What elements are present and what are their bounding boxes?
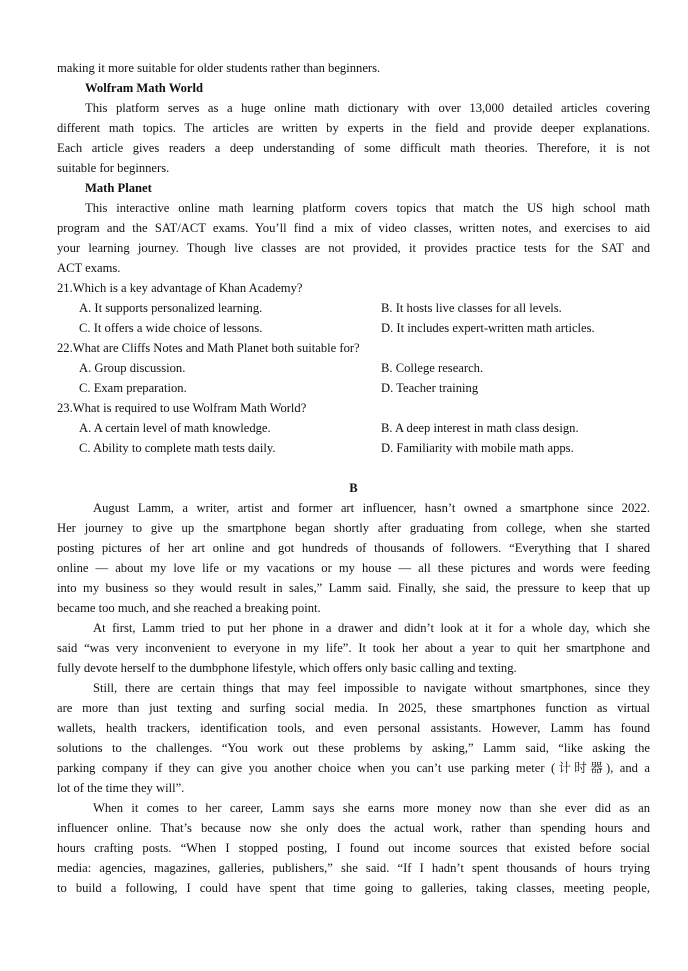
passage-a-continuation: making it more suitable for older students rather than beginners. <box>57 61 381 75</box>
paragraph-line: August Lamm, a writer, artist and former art influencer, hasn’t owned a smartphone since 2022. <box>93 501 650 515</box>
option-b: B. A deep interest in math class design. <box>381 421 579 435</box>
option-d: D. Teacher training <box>381 381 479 395</box>
paragraph-line: Still, there are certain things that may feel impossible to navigate without smartphones, since they <box>93 681 650 695</box>
question-23-stem: 23.What is required to use Wolfram Math World? <box>57 401 307 415</box>
option-a: A. A certain level of math knowledge. <box>79 421 271 435</box>
passage-b-paragraph-4 <box>57 798 650 898</box>
passage-b-paragraph-3 <box>57 678 650 798</box>
paragraph-line: Her journey to give up the smartphone began shortly after graduating from college, when she started <box>57 521 650 535</box>
paragraph-line: At first, Lamm tried to put her phone in a drawer and didn’t look at it for a whole day, which she <box>93 621 650 635</box>
paragraph-line: parking company if they can give you another choice when you can’t use parking meter (计时器), and a <box>57 761 650 775</box>
question-21-stem: 21.Which is a key advantage of Khan Academy? <box>57 281 303 295</box>
paragraph-line: online — about my love life or my vacations or my house — all these pictures and words were feeding <box>57 561 650 575</box>
paragraph-line: This platform serves as a huge online math dictionary with over 13,000 detailed articles covering <box>85 101 650 115</box>
option-d: D. Familiarity with mobile math apps. <box>381 441 574 455</box>
question-22-stem: 22.What are Cliffs Notes and Math Planet both suitable for? <box>57 341 360 355</box>
option-c: C. It offers a wide choice of lessons. <box>79 321 263 335</box>
option-d: D. It includes expert-written math articles. <box>381 321 595 335</box>
question-21-options-row-2 <box>57 318 650 338</box>
option-c: C. Exam preparation. <box>79 381 187 395</box>
paragraph-line: influencer online. That’s because now she only does the actual work, rather than spending hours and <box>57 821 650 835</box>
paragraph-line: lot of the time they will”. <box>57 781 185 795</box>
option-a: A. It supports personalized learning. <box>79 301 263 315</box>
paragraph-line: your learning journey. Though live classes are not provided, it provides practice tests for the SAT and <box>57 241 650 255</box>
paragraph-line: became too much, and she reached a breaking point. <box>57 601 321 615</box>
paragraph-line: suitable for beginners. <box>57 161 170 175</box>
question-22-options-row-2 <box>57 378 650 398</box>
passage-b-paragraph-2 <box>57 618 650 678</box>
question-21-options-row-1 <box>57 298 650 318</box>
paragraph-line: program and the SAT/ACT exams. You’ll find a mix of video classes, written notes, and exercises to aid <box>57 221 650 235</box>
paragraph-line: fully devote herself to the dumbphone lifestyle, which offers only basic calling and texting. <box>57 661 517 675</box>
passage-b-paragraph-1 <box>57 498 650 618</box>
paragraph-line: media: agencies, magazines, galleries, publishers,” she said. “If I hadn’t spent thousands of hours trying <box>57 861 650 875</box>
question-22-options-row-1 <box>57 358 650 378</box>
paragraph-line: This interactive online math learning platform covers topics that match the US high school math <box>85 201 650 215</box>
spacer <box>57 458 650 478</box>
section-heading-math-planet: Math Planet <box>85 181 152 195</box>
question-23-options-row-1 <box>57 418 650 438</box>
passage-b-label: B <box>349 481 358 495</box>
option-b: B. College research. <box>381 361 484 375</box>
paragraph-line: Each article gives readers a deep understanding of some difficult math theories. Therefore, it is not <box>57 141 650 155</box>
paragraph-line: are more than just texting and surfing social media. In 2025, these smartphones function as virtual <box>57 701 650 715</box>
paragraph-line: When it comes to her career, Lamm says she earns more money now than she ever did as an <box>93 801 650 815</box>
option-b: B. It hosts live classes for all levels. <box>381 301 562 315</box>
section-heading-wolfram: Wolfram Math World <box>85 81 204 95</box>
option-c: C. Ability to complete math tests daily. <box>79 441 276 455</box>
paragraph-line: into my business so they would result in sales,” Lamm said. Finally, she said, the pressure to keep that up <box>57 581 650 595</box>
paragraph-line: ACT exams. <box>57 261 121 275</box>
paragraph-line: wallets, health trackers, identification tools, and even personal assistants. However, Lamm has found <box>57 721 650 735</box>
paragraph-line: different math topics. The articles are written by experts in the field and provide deeper explanations. <box>57 121 650 135</box>
paragraph-line: hours crafting posts. “When I stopped posting, I found out income sources that existed before social <box>57 841 650 855</box>
paragraph-line: said “was very inconvenient to everyone in my life”. It took her about a year to quit her smartphone and <box>57 641 650 655</box>
paragraph-line: to build a following, I could have spent that time going to galleries, taking classes, meeting people, <box>57 881 650 895</box>
paragraph-line: solutions to the challenges. “You work out these problems by asking,” Lamm said, “like asking the <box>57 741 650 755</box>
option-a: A. Group discussion. <box>79 361 186 375</box>
question-23-options-row-2 <box>57 438 650 458</box>
paragraph-line: posting pictures of her art online and got hundreds of thousands of followers. “Everything that I shared <box>57 541 650 555</box>
document-page <box>57 58 650 898</box>
